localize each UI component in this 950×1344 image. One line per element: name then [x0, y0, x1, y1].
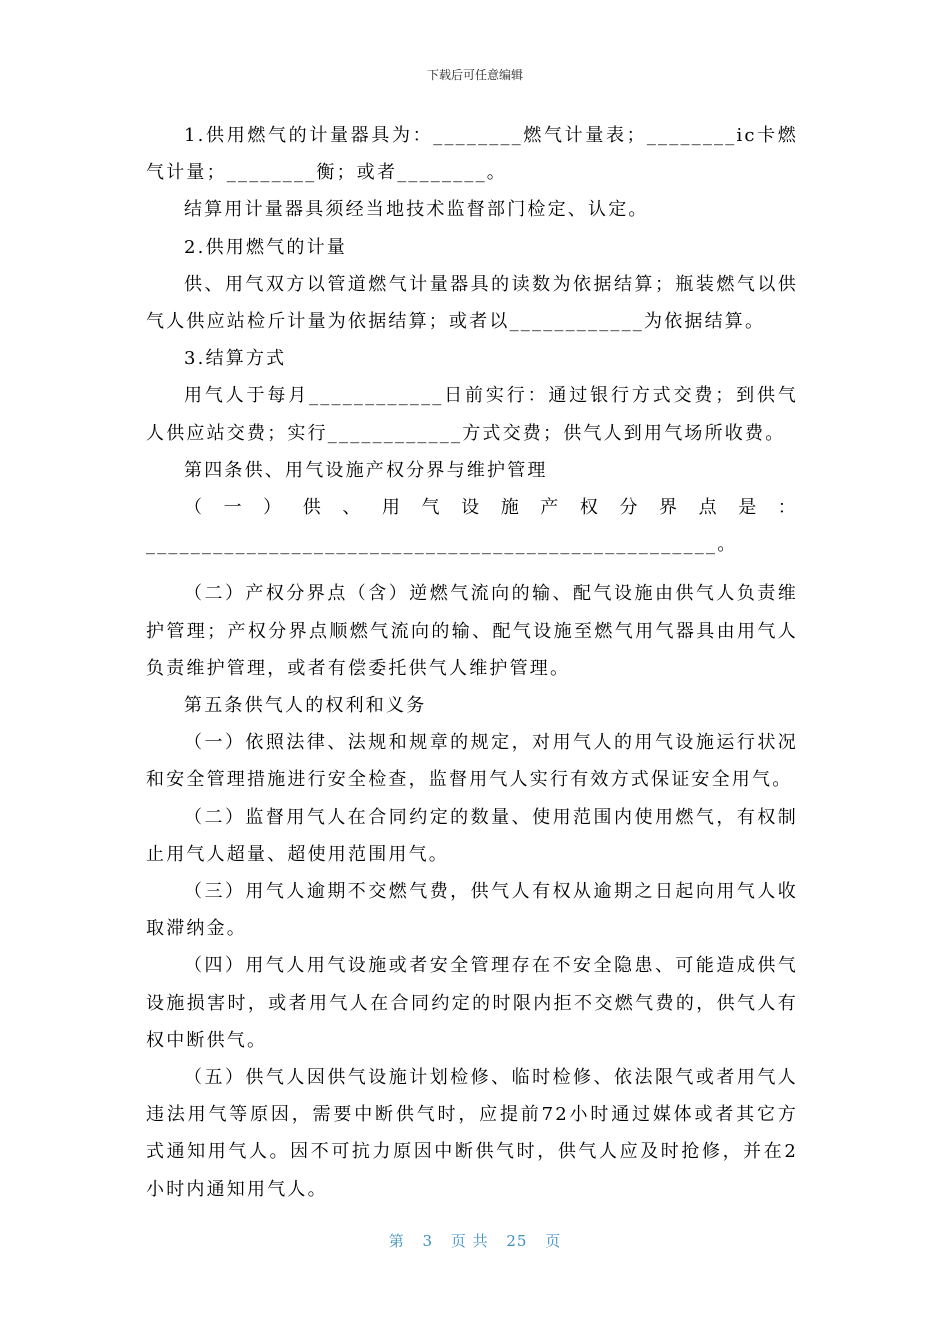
paragraph-property-boundary: （一）供、用气设施产权分界点是：___________________________________________________。 [146, 497, 798, 556]
heading-settlement-method: 3.结算方式 [184, 348, 287, 370]
paragraph-meter-certification: 结算用计量器具须经当地技术监督部门检定、认定。 [184, 199, 649, 221]
paragraph-metering-basis: 供、用气双方以管道燃气计量器具的读数为依据结算；瓶装燃气以供气人供应站检斤计量为依据结算；或者以____________为依据结算。 [146, 273, 798, 333]
page-footer [0, 1230, 950, 1251]
heading-gas-metering: 2.供用燃气的计量 [184, 236, 347, 258]
paragraph-settlement-method: 用气人于每月____________日前实行：通过银行方式交费；到供气人供应站交费；实行____________方式交费；供气人到用气场所收费。 [146, 385, 798, 444]
paragraph-right-1: （一）依照法律、法规和规章的规定，对用气人的用气设施运行状况和安全管理措施进行安全检查，监督用气人实行有效方式保证安全用气。 [146, 732, 798, 791]
footer-middle: 页 共 [450, 1232, 489, 1250]
heading-article-5: 第五条供气人的权利和义务 [184, 695, 427, 717]
paragraph-meter-types: 1.供用燃气的计量器具为：________燃气计量表；________ic卡燃气计量；________衡；或者________。 [146, 125, 798, 184]
footer-prefix: 第 [388, 1232, 405, 1250]
paragraph-right-2: （二）监督用气人在合同约定的数量、使用范围内使用燃气，有权制止用气人超量、超使用范围用气。 [146, 806, 798, 865]
paragraph-right-5: （五）供气人因供气设施计划检修、临时检修、依法限气或者用气人违法用气等原因，需要中断供气时，应提前72小时通过媒体或者其它方式通知用气人。因不可抗力原因中断供气时，供气人应及时抢修，并在2小时内通知用气人。 [146, 1067, 798, 1200]
document-body [146, 117, 798, 1208]
paragraph-maintenance: （二）产权分界点（含）逆燃气流向的输、配气设施由供气人负责维护管理；产权分界点顺燃气流向的输、配气设施至燃气用气器具由用气人负责维护管理，或者有偿委托供气人维护管理。 [146, 583, 798, 679]
paragraph-right-3: （三）用气人逾期不交燃气费，供气人有权从逾期之日起向用气人收取滞纳金。 [146, 881, 798, 940]
footer-suffix: 页 [545, 1232, 562, 1250]
heading-article-4: 第四条供、用气设施产权分界与维护管理 [184, 459, 548, 481]
paragraph-right-4: （四）用气人用气设施或者安全管理存在不安全隐患、可能造成供气设施损害时，或者用气人在合同约定的时限内拒不交燃气费的，供气人有权中断供气。 [146, 955, 798, 1051]
footer-total-pages: 25 [506, 1232, 528, 1250]
page-header: 下载后可任意编辑 [426, 68, 523, 82]
footer-page-number: 3 [422, 1232, 434, 1250]
